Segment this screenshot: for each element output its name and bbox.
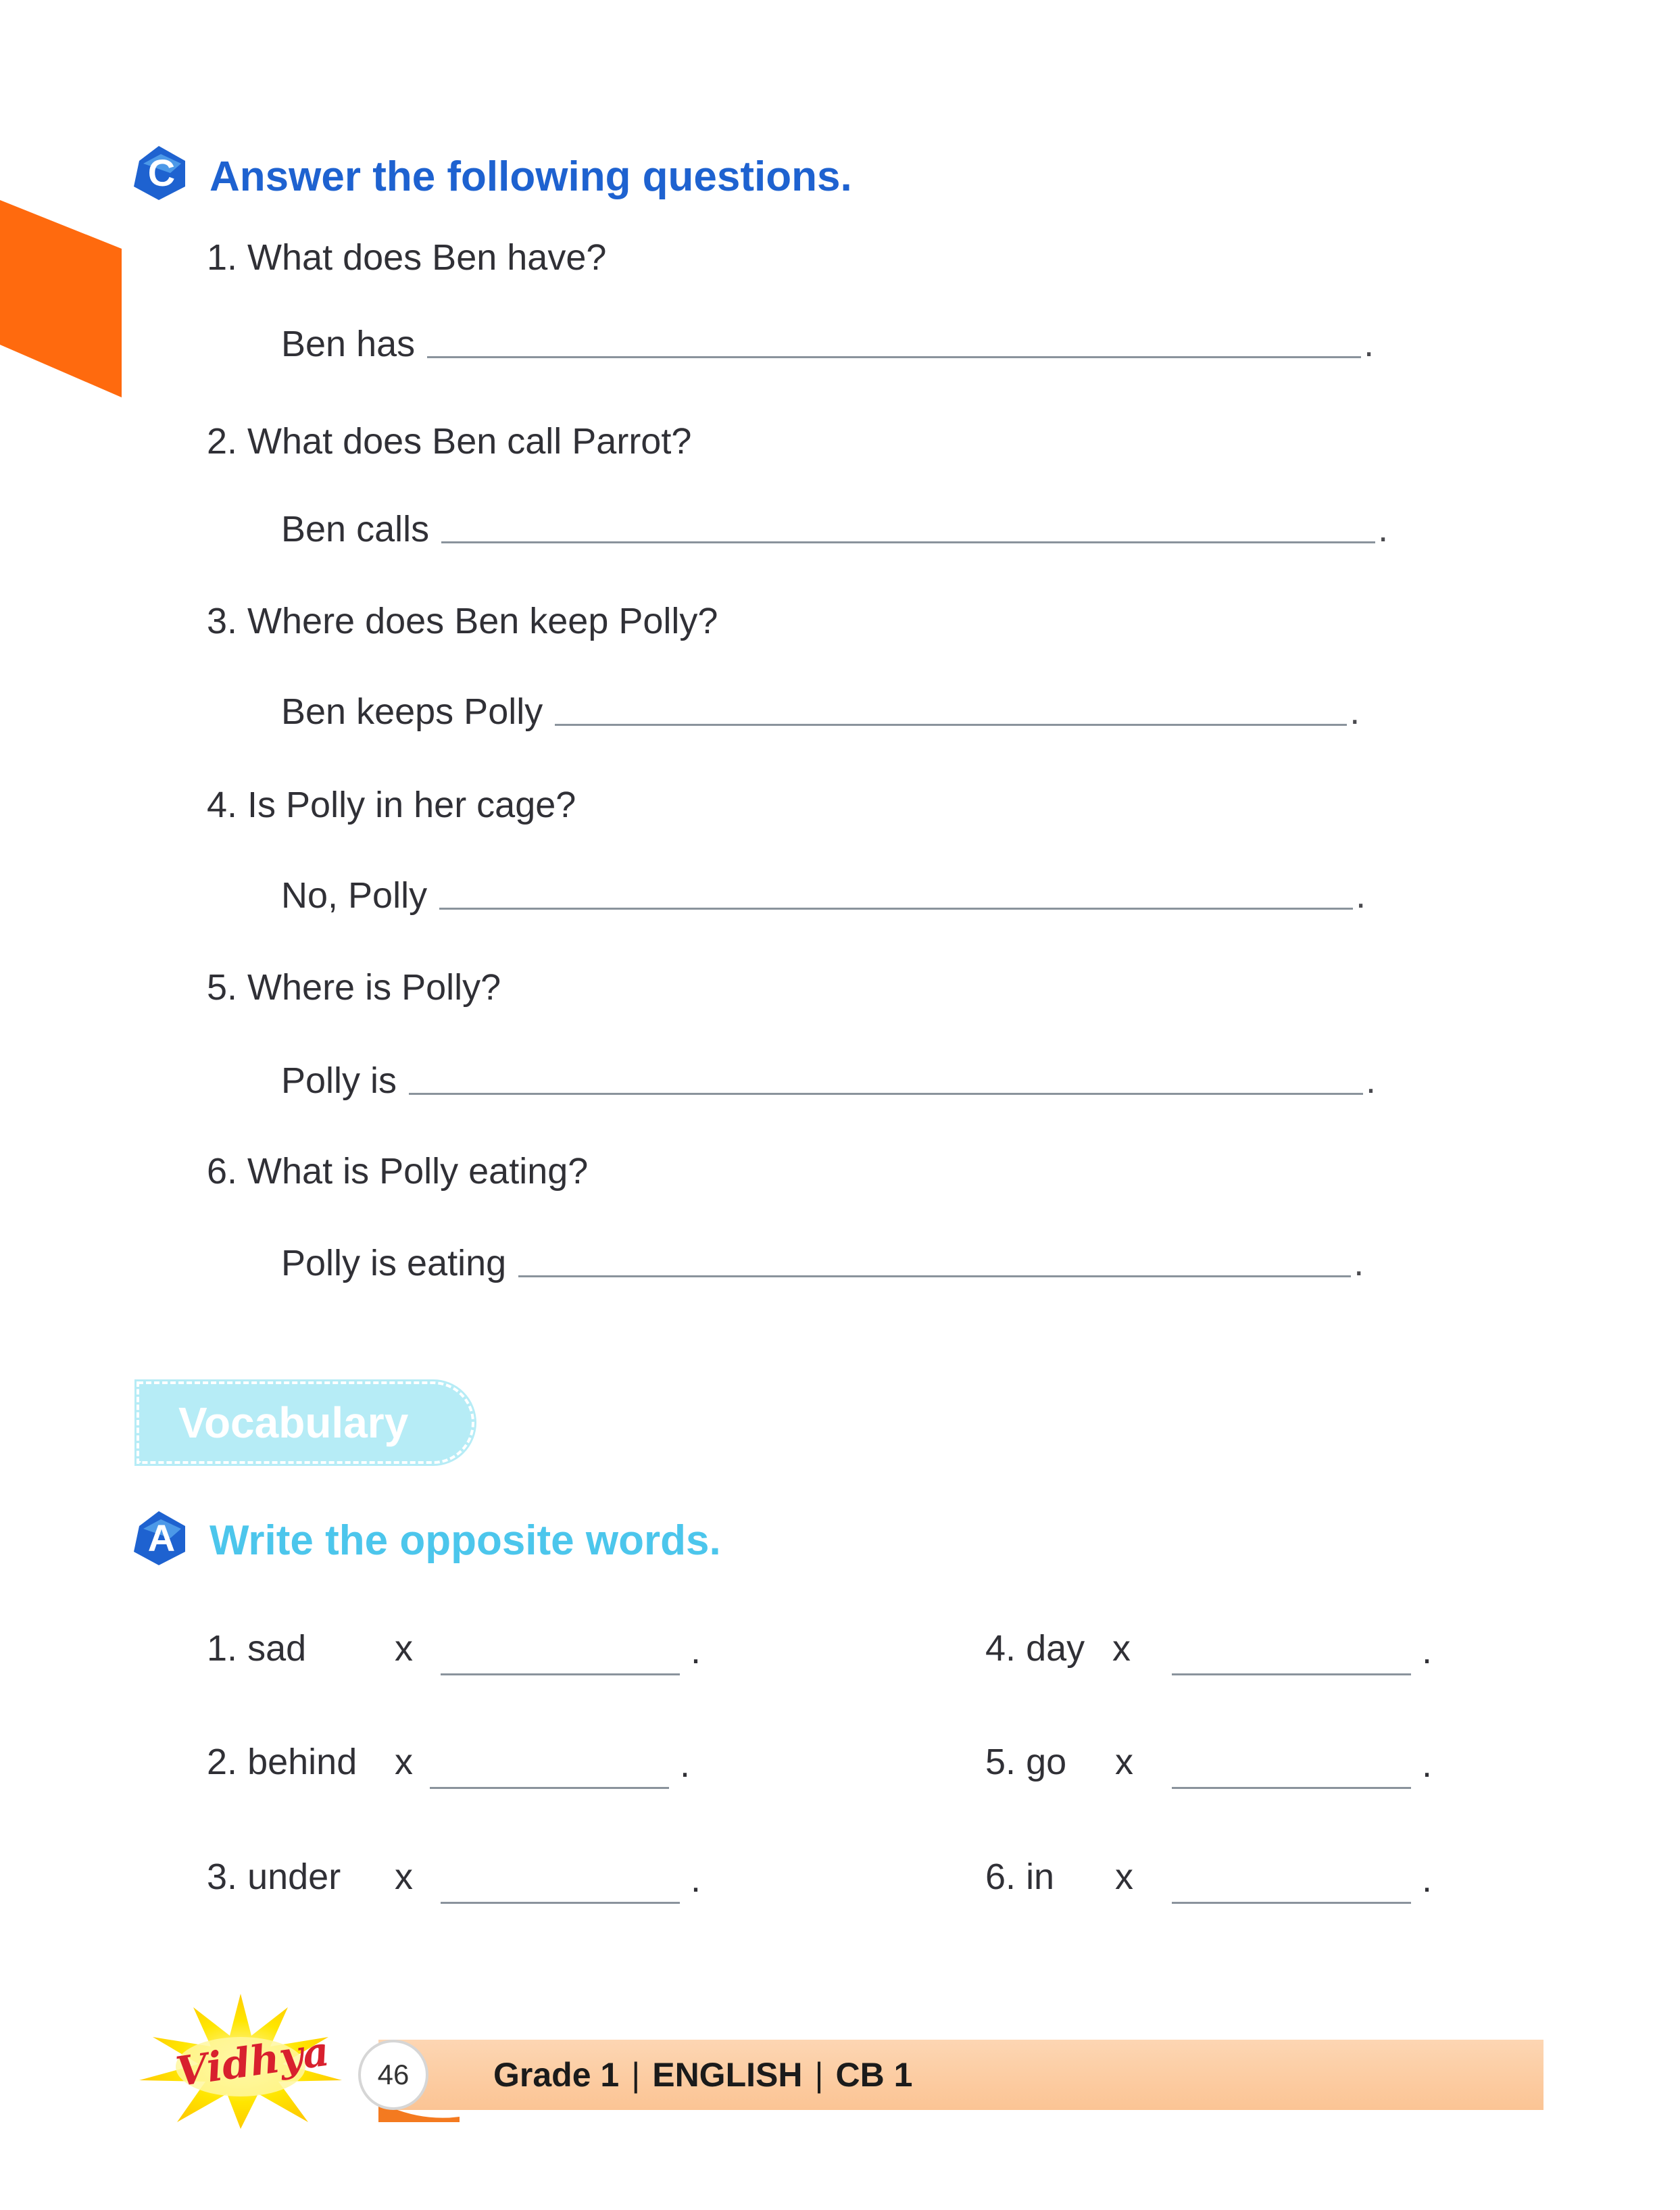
answer-blank-3[interactable] bbox=[555, 724, 1347, 726]
answer-row-3 bbox=[281, 691, 1360, 733]
answer-row-6 bbox=[281, 1242, 1364, 1284]
opp-blank-2[interactable] bbox=[430, 1787, 669, 1789]
opp-blank-3[interactable] bbox=[441, 1902, 680, 1904]
answer-blank-1[interactable] bbox=[427, 356, 1361, 358]
badge-a-letter: A bbox=[147, 1516, 176, 1559]
opp-end-6: . bbox=[1422, 1859, 1433, 1900]
opp-word-4: day bbox=[1026, 1628, 1085, 1669]
opp-end-5: . bbox=[1422, 1744, 1433, 1785]
answer-blank-5[interactable] bbox=[409, 1093, 1363, 1095]
answer-lead-6: Polly is eating bbox=[281, 1243, 507, 1283]
section-c-badge bbox=[130, 143, 188, 201]
answer-blank-4[interactable] bbox=[439, 908, 1353, 910]
opp-x-1: x bbox=[395, 1628, 413, 1669]
footer-separator-1: | bbox=[631, 2056, 641, 2094]
opp-end-1: . bbox=[691, 1631, 701, 1671]
vidhya-logo bbox=[126, 1994, 355, 2129]
opp-item-5 bbox=[985, 1741, 1066, 1783]
opp-item-4 bbox=[985, 1627, 1085, 1669]
opp-blank-1[interactable] bbox=[441, 1673, 680, 1675]
opp-blank-5[interactable] bbox=[1172, 1787, 1411, 1789]
opp-item-1 bbox=[207, 1627, 306, 1669]
opp-item-3 bbox=[207, 1856, 341, 1898]
answer-lead-5: Polly is bbox=[281, 1060, 397, 1101]
question-4: 4. Is Polly in her cage? bbox=[207, 785, 576, 825]
opp-item-2 bbox=[207, 1741, 357, 1783]
opp-x-2: x bbox=[395, 1742, 413, 1782]
opp-word-1: sad bbox=[247, 1628, 307, 1669]
badge-c-letter: C bbox=[147, 151, 176, 194]
opp-end-3: . bbox=[691, 1859, 701, 1900]
question-6: 6. What is Polly eating? bbox=[207, 1151, 589, 1192]
opp-num-1: 1. bbox=[207, 1628, 238, 1669]
answer-end-6: . bbox=[1354, 1243, 1364, 1283]
opp-item-6 bbox=[985, 1856, 1054, 1898]
footer-subject: ENGLISH bbox=[652, 2056, 803, 2094]
opp-num-5: 5. bbox=[985, 1742, 1016, 1782]
answer-lead-4: No, Polly bbox=[281, 875, 428, 916]
answer-lead-1: Ben has bbox=[281, 324, 416, 364]
answer-blank-6[interactable] bbox=[518, 1275, 1351, 1277]
opp-x-3: x bbox=[395, 1857, 413, 1897]
logo-text: Vidhya bbox=[173, 2028, 332, 2096]
answer-row-5 bbox=[281, 1060, 1376, 1102]
answer-end-4: . bbox=[1356, 875, 1366, 916]
answer-end-3: . bbox=[1350, 691, 1360, 732]
question-3: 3. Where does Ben keep Polly? bbox=[207, 601, 718, 641]
orange-corner-tab bbox=[0, 200, 122, 397]
opp-blank-4[interactable] bbox=[1172, 1673, 1411, 1675]
opp-blank-6[interactable] bbox=[1172, 1902, 1411, 1904]
footer-book: CB 1 bbox=[835, 2056, 913, 2094]
footer-grade: Grade 1 bbox=[493, 2056, 620, 2094]
opp-end-4: . bbox=[1422, 1631, 1433, 1671]
answer-row-4 bbox=[281, 875, 1366, 916]
opp-x-6: x bbox=[1115, 1857, 1133, 1897]
section-c-title: Answer the following questions. bbox=[209, 153, 852, 200]
answer-blank-2[interactable] bbox=[441, 541, 1375, 543]
opp-word-2: behind bbox=[247, 1742, 357, 1782]
vocabulary-label bbox=[137, 1381, 474, 1464]
answer-end-2: . bbox=[1378, 509, 1389, 549]
opp-x-4: x bbox=[1112, 1628, 1131, 1669]
vocabulary-label-text: Vocabulary bbox=[178, 1398, 409, 1447]
opp-end-2: . bbox=[680, 1744, 691, 1785]
opp-x-5: x bbox=[1115, 1742, 1133, 1782]
section-a-title: Write the opposite words. bbox=[209, 1517, 721, 1564]
answer-end-5: . bbox=[1366, 1060, 1377, 1101]
question-5: 5. Where is Polly? bbox=[207, 967, 501, 1008]
opp-num-3: 3. bbox=[207, 1857, 238, 1897]
opp-word-3: under bbox=[247, 1857, 341, 1897]
answer-row-2 bbox=[281, 508, 1388, 550]
opp-word-5: go bbox=[1026, 1742, 1067, 1782]
opp-word-6: in bbox=[1026, 1857, 1055, 1897]
page-number: 46 bbox=[358, 2040, 428, 2110]
answer-lead-2: Ben calls bbox=[281, 509, 430, 549]
opp-num-4: 4. bbox=[985, 1628, 1016, 1669]
answer-lead-3: Ben keeps Polly bbox=[281, 691, 543, 732]
section-a-badge bbox=[130, 1508, 188, 1567]
opp-num-6: 6. bbox=[985, 1857, 1016, 1897]
answer-row-1 bbox=[281, 323, 1374, 365]
footer-separator-2: | bbox=[814, 2056, 824, 2094]
answer-end-1: . bbox=[1364, 324, 1375, 364]
opp-num-2: 2. bbox=[207, 1742, 238, 1782]
footer-title bbox=[493, 2055, 912, 2094]
question-2: 2. What does Ben call Parrot? bbox=[207, 421, 692, 462]
footer-band bbox=[378, 2040, 1543, 2110]
question-1: 1. What does Ben have? bbox=[207, 237, 607, 278]
